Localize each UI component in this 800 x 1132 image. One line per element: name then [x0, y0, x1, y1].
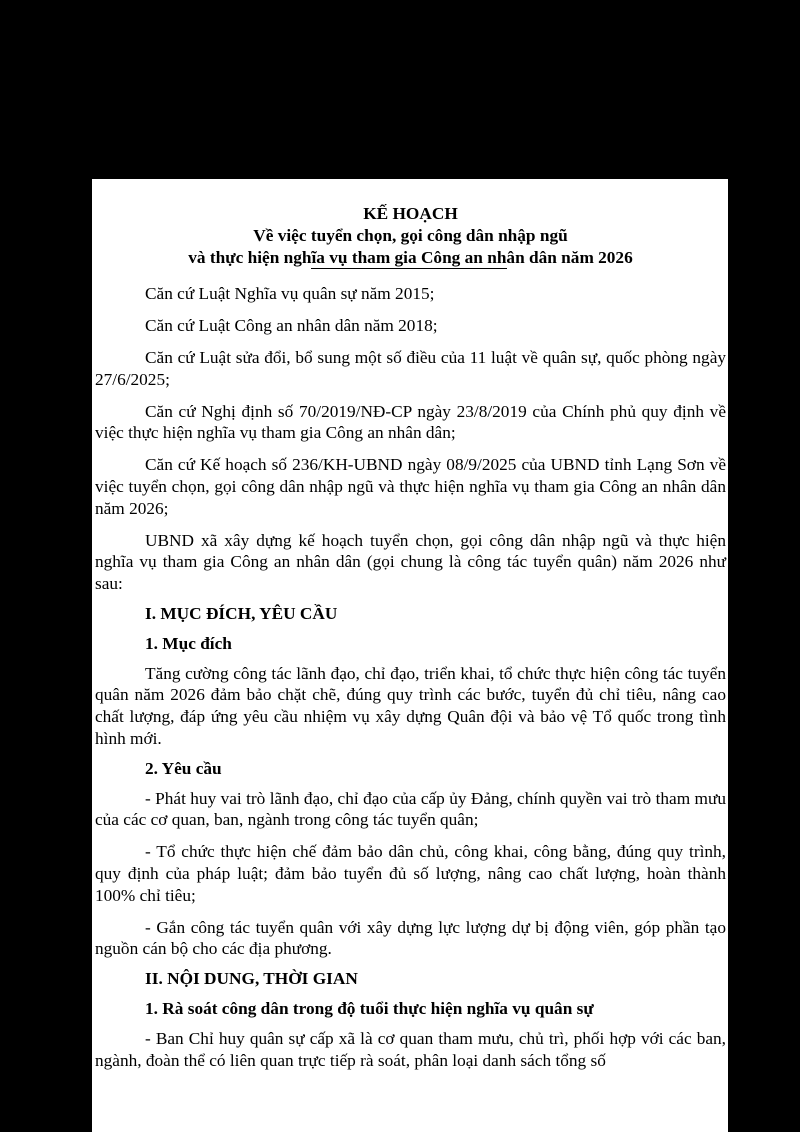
document-title: KẾ HOẠCH	[363, 204, 458, 223]
requirement-item: - Phát huy vai trò lãnh đạo, chỉ đạo của cấp ủy Đảng, chính quyền vai trò tham mưu của các cơ quan, ban, ngành trong công tác tuyển quân;	[95, 788, 726, 830]
section-2-sub-1-text: - Ban Chỉ huy quân sự cấp xã là cơ quan tham mưu, chủ trì, phối hợp với các ban, ngành, đoàn thể có liên quan trực tiếp rà soát, phân loại danh sách tổng số	[95, 1028, 726, 1070]
title-underline	[311, 268, 507, 269]
document-subtitle-1: Về việc tuyển chọn, gọi công dân nhập ngũ	[253, 225, 568, 245]
section-1-sub-1-heading: 1. Mục đích	[145, 633, 232, 653]
section-1-sub-2-heading: 2. Yêu cầu	[145, 758, 222, 778]
basis-line: Căn cứ Luật Công an nhân dân năm 2018;	[145, 316, 438, 336]
intro-paragraph: UBND xã xây dựng kế hoạch tuyển chọn, gọi công dân nhập ngũ và thực hiện nghĩa vụ tham gia Công an nhân dân (gọi chung là công tác tuyển quân) năm 2026 như sau:	[95, 530, 726, 594]
requirement-item: - Tổ chức thực hiện chế đảm bảo dân chủ, công khai, công bằng, đúng quy trình, quy định của pháp luật; đảm bảo tuyển đủ số lượng, nâng cao chất lượng, hoàn thành 100% chỉ tiêu;	[95, 842, 726, 905]
basis-line: Căn cứ Luật Nghĩa vụ quân sự năm 2015;	[145, 284, 435, 304]
document-page	[92, 179, 728, 1132]
title-block	[95, 203, 726, 268]
document-subtitle-2: và thực hiện nghĩa vụ tham gia Công an nhân dân năm 2026	[188, 247, 633, 267]
section-2-sub-1-heading: 1. Rà soát công dân trong độ tuổi thực hiện nghĩa vụ quân sự	[145, 998, 594, 1018]
section-1-sub-1-text: Tăng cường công tác lãnh đạo, chỉ đạo, triển khai, tổ chức thực hiện công tác tuyển quân năm 2026 đảm bảo chặt chẽ, đúng quy trình các bước, tuyển đủ chỉ tiêu, nâng cao chất lượng, đáp ứng yêu cầu nhiệm vụ xây dựng Quân đội và bảo vệ Tổ quốc trong tình hình mới.	[95, 663, 726, 748]
section-1-heading: I. MỤC ĐÍCH, YÊU CẦU	[145, 603, 338, 623]
document-content	[95, 203, 726, 1071]
basis-line: Căn cứ Nghị định số 70/2019/NĐ-CP ngày 23/8/2019 của Chính phủ quy định về việc thực hiện nghĩa vụ tham gia Công an nhân dân;	[95, 401, 726, 443]
requirement-item: - Gắn công tác tuyển quân với xây dựng lực lượng dự bị động viên, góp phần tạo nguồn cán bộ cho các địa phương.	[95, 917, 726, 959]
section-2-heading: II. NỘI DUNG, THỜI GIAN	[145, 969, 358, 989]
basis-line: Căn cứ Kế hoạch số 236/KH-UBND ngày 08/9/2025 của UBND tỉnh Lạng Sơn về việc tuyển chọn, gọi công dân nhập ngũ và thực hiện nghĩa vụ tham gia Công an nhân dân năm 2026;	[95, 455, 726, 518]
basis-line: Căn cứ Luật sửa đổi, bổ sung một số điều của 11 luật về quân sự, quốc phòng ngày 27/6/2025;	[95, 347, 726, 389]
